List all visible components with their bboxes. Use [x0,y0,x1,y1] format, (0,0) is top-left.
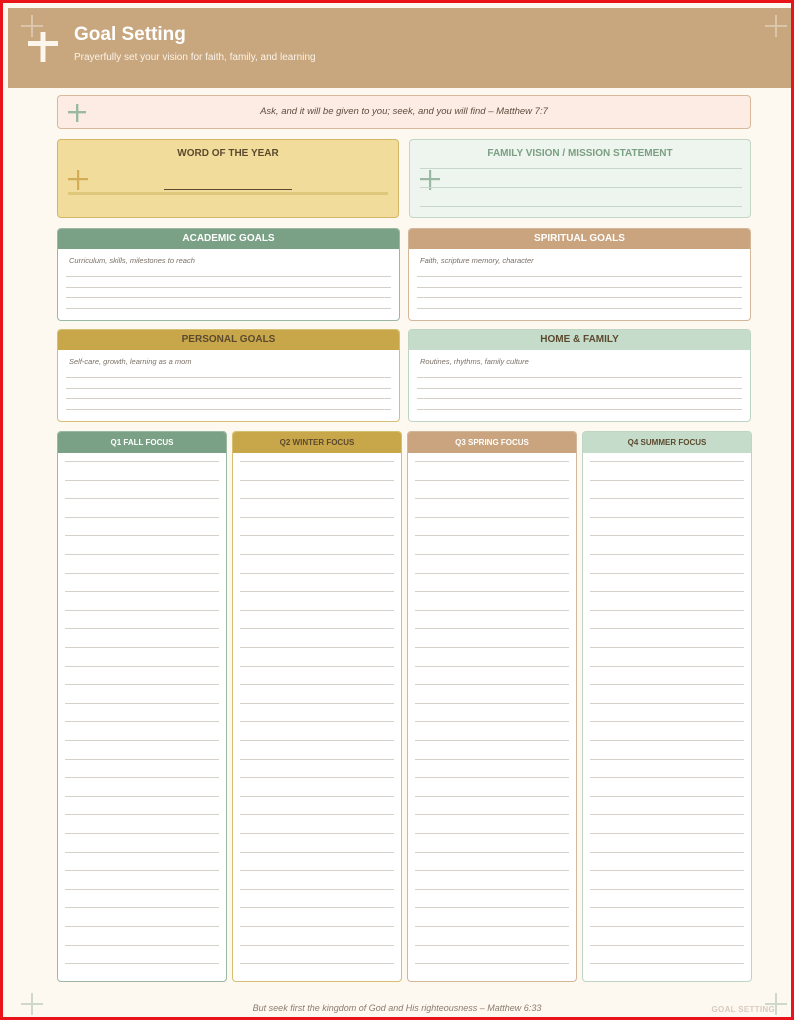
writing-line[interactable] [415,461,569,462]
writing-line[interactable] [240,517,394,518]
writing-line[interactable] [415,945,569,946]
writing-line[interactable] [65,666,219,667]
writing-line[interactable] [240,870,394,871]
q2-winter-focus-column [232,431,402,982]
writing-line[interactable] [240,740,394,741]
writing-line[interactable] [590,535,744,536]
writing-line[interactable] [590,740,744,741]
writing-line[interactable] [590,498,744,499]
word-of-year-field[interactable] [164,189,292,190]
writing-line[interactable] [65,926,219,927]
writing-line[interactable] [415,610,569,611]
academic-goals-box [57,228,400,321]
q1-title: Q1 FALL FOCUS [58,432,226,453]
writing-line[interactable] [590,889,744,890]
writing-line[interactable] [415,963,569,964]
writing-line[interactable] [415,684,569,685]
writing-line[interactable] [417,297,742,298]
writing-line[interactable] [65,684,219,685]
writing-line[interactable] [65,628,219,629]
writing-line[interactable] [590,759,744,760]
writing-line[interactable] [415,833,569,834]
footer-verse: But seek first the kingdom of God and His righteousness – Matthew 6:33 [252,1003,542,1013]
writing-line[interactable] [240,721,394,722]
writing-line[interactable] [240,498,394,499]
home-family-prompt: Routines, rhythms, family culture [420,357,529,366]
writing-line[interactable] [415,796,569,797]
writing-line[interactable] [590,721,744,722]
writing-line[interactable] [415,535,569,536]
writing-line[interactable] [65,498,219,499]
writing-line[interactable] [590,926,744,927]
writing-line[interactable] [590,870,744,871]
q2-title: Q2 WINTER FOCUS [233,432,401,453]
personal-goals-box [57,329,400,422]
writing-line[interactable] [590,777,744,778]
writing-line[interactable] [415,907,569,908]
spiritual-goals-prompt: Faith, scripture memory, character [420,256,534,265]
writing-line[interactable] [65,573,219,574]
writing-line[interactable] [240,684,394,685]
writing-line[interactable] [65,852,219,853]
writing-line[interactable] [66,287,391,288]
writing-line[interactable] [415,703,569,704]
writing-line[interactable] [590,461,744,462]
writing-line[interactable] [415,814,569,815]
writing-line[interactable] [65,907,219,908]
writing-line[interactable] [240,610,394,611]
header-banner [8,8,792,88]
writing-line[interactable] [240,833,394,834]
home-family-title: HOME & FAMILY [409,330,750,350]
writing-line[interactable] [590,833,744,834]
writing-line[interactable] [240,777,394,778]
spiritual-goals-box [408,228,751,321]
page-subtitle: Prayerfully set your vision for faith, family, and learning [74,52,316,63]
writing-line[interactable] [590,814,744,815]
writing-line[interactable] [65,870,219,871]
writing-line[interactable] [415,480,569,481]
writing-line[interactable] [590,554,744,555]
academic-goals-title: ACADEMIC GOALS [58,229,399,249]
spiritual-goals-title: SPIRITUAL GOALS [409,229,750,249]
writing-line[interactable] [590,591,744,592]
writing-line[interactable] [65,814,219,815]
corner-cross-icon [21,15,43,37]
writing-line[interactable] [66,398,391,399]
personal-goals-title: PERSONAL GOALS [58,330,399,350]
writing-line[interactable] [66,388,391,389]
writing-line[interactable] [415,870,569,871]
writing-line[interactable] [417,388,742,389]
writing-line[interactable] [65,777,219,778]
corner-cross-icon [765,15,787,37]
writing-line[interactable] [240,628,394,629]
writing-line[interactable] [590,907,744,908]
writing-line[interactable] [240,703,394,704]
writing-line[interactable] [65,796,219,797]
writing-line[interactable] [65,554,219,555]
writing-line[interactable] [590,480,744,481]
writing-line[interactable] [240,480,394,481]
writing-line[interactable] [240,852,394,853]
writing-line[interactable] [240,666,394,667]
writing-line[interactable] [417,409,742,410]
writing-line[interactable] [415,759,569,760]
q3-spring-focus-column [407,431,577,982]
footer-label: GOAL SETTING [711,1005,775,1014]
writing-line[interactable] [65,610,219,611]
personal-goals-prompt: Self-care, growth, learning as a mom [69,357,192,366]
writing-line[interactable] [415,498,569,499]
writing-line[interactable] [65,759,219,760]
writing-line[interactable] [415,926,569,927]
verse-banner [57,95,751,129]
writing-line[interactable] [240,963,394,964]
writing-line[interactable] [415,889,569,890]
writing-line[interactable] [415,666,569,667]
writing-line[interactable] [66,297,391,298]
writing-line[interactable] [240,573,394,574]
verse-text: Ask, and it will be given to you; seek, and you will find – Matthew 7:7 [260,106,548,117]
vision-writing-line[interactable] [420,187,742,188]
cross-icon [68,170,88,190]
writing-line[interactable] [65,647,219,648]
writing-line[interactable] [66,409,391,410]
writing-line[interactable] [415,721,569,722]
vision-writing-line[interactable] [420,206,742,207]
writing-line[interactable] [65,480,219,481]
writing-line[interactable] [415,573,569,574]
writing-line[interactable] [590,684,744,685]
writing-line[interactable] [240,945,394,946]
writing-line[interactable] [240,554,394,555]
writing-line[interactable] [590,796,744,797]
writing-line[interactable] [65,517,219,518]
writing-line[interactable] [240,461,394,462]
writing-line[interactable] [417,308,742,309]
writing-line[interactable] [415,591,569,592]
decorative-band [68,192,388,195]
writing-line[interactable] [240,796,394,797]
writing-line[interactable] [415,852,569,853]
writing-line[interactable] [590,628,744,629]
writing-line[interactable] [65,591,219,592]
vision-box [409,139,751,218]
writing-line[interactable] [590,703,744,704]
writing-line[interactable] [590,573,744,574]
writing-line[interactable] [240,907,394,908]
writing-line[interactable] [65,703,219,704]
page-title: Goal Setting [74,24,186,45]
writing-line[interactable] [590,647,744,648]
writing-line[interactable] [65,889,219,890]
writing-line[interactable] [417,398,742,399]
writing-line[interactable] [65,963,219,964]
writing-line[interactable] [65,535,219,536]
academic-goals-prompt: Curriculum, skills, milestones to reach [69,256,195,265]
q4-title: Q4 SUMMER FOCUS [583,432,751,453]
writing-line[interactable] [590,517,744,518]
vision-writing-line[interactable] [420,168,742,169]
writing-line[interactable] [240,759,394,760]
writing-line[interactable] [415,740,569,741]
writing-line[interactable] [415,554,569,555]
q4-summer-focus-column [582,431,752,982]
writing-line[interactable] [240,535,394,536]
writing-line[interactable] [590,666,744,667]
writing-line[interactable] [65,833,219,834]
writing-line[interactable] [240,926,394,927]
writing-line[interactable] [590,852,744,853]
writing-line[interactable] [417,287,742,288]
writing-line[interactable] [65,461,219,462]
writing-line[interactable] [240,814,394,815]
writing-line[interactable] [415,628,569,629]
writing-line[interactable] [590,610,744,611]
writing-line[interactable] [65,740,219,741]
vision-title: FAMILY VISION / MISSION STATEMENT [487,148,673,159]
writing-line[interactable] [66,308,391,309]
writing-line[interactable] [417,276,742,277]
writing-line[interactable] [66,377,391,378]
home-family-box [408,329,751,422]
writing-line[interactable] [65,721,219,722]
writing-line[interactable] [415,517,569,518]
writing-line[interactable] [417,377,742,378]
writing-line[interactable] [590,945,744,946]
writing-line[interactable] [240,647,394,648]
writing-line[interactable] [590,963,744,964]
writing-line[interactable] [65,945,219,946]
writing-line[interactable] [240,591,394,592]
writing-line[interactable] [415,777,569,778]
q1-fall-focus-column [57,431,227,982]
word-of-year-title: WORD OF THE YEAR [177,148,279,159]
word-of-year-box [57,139,399,218]
q3-title: Q3 SPRING FOCUS [408,432,576,453]
writing-line[interactable] [415,647,569,648]
writing-line[interactable] [66,276,391,277]
writing-line[interactable] [240,889,394,890]
